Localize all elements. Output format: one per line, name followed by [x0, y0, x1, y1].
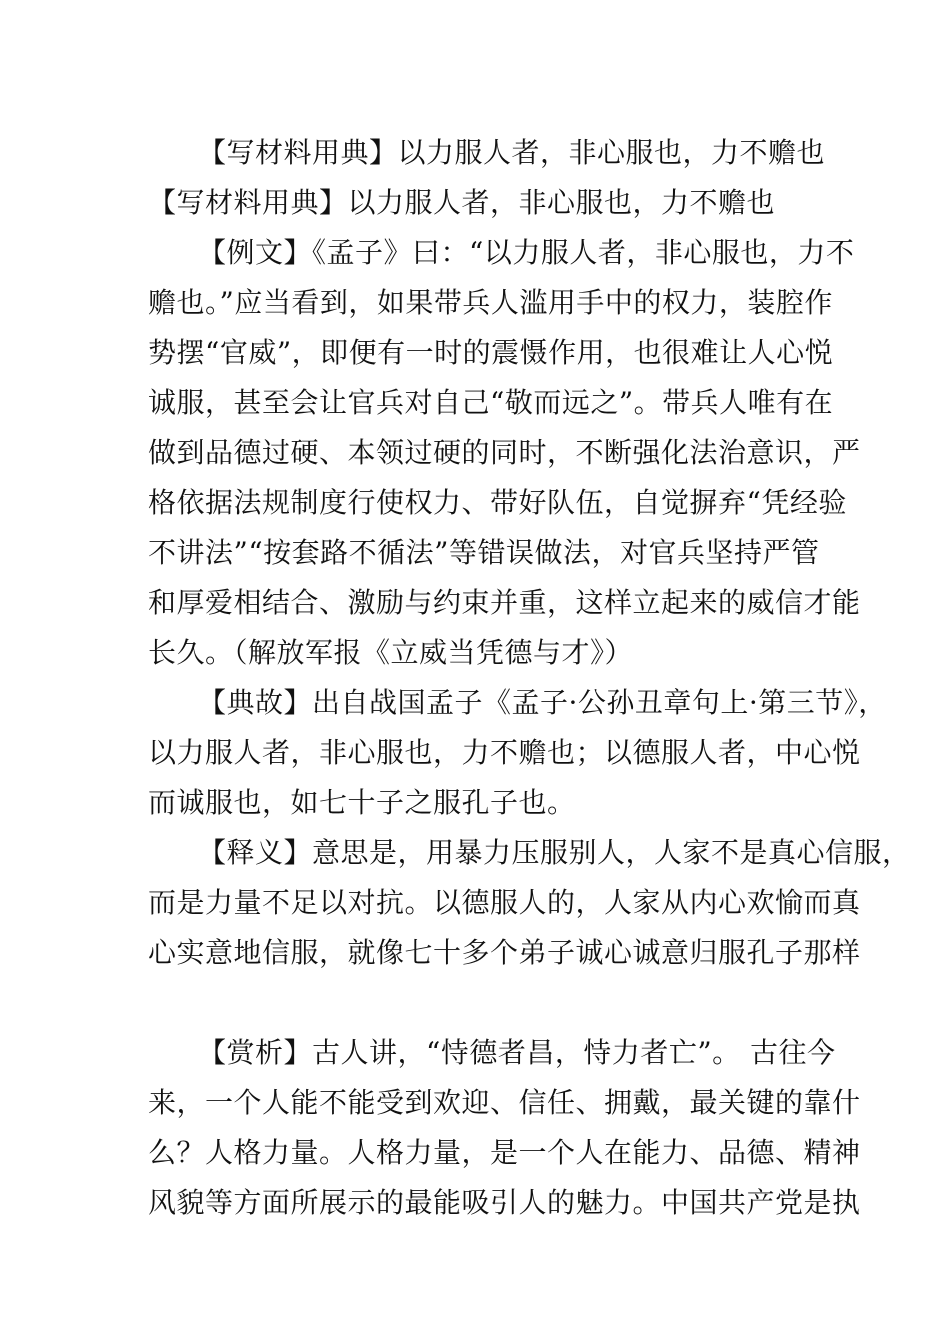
example-line-3: 势摆“官威”，即便有一时的震慑作用，也很难让人心悦	[148, 336, 834, 369]
appreciation-line-4: 风貌等方面所展示的最能吸引人的魅力。中国共产党是执	[148, 1186, 861, 1219]
meaning-line-1: 【释义】意思是，用暴力压服别人，人家不是真心信服，	[198, 836, 911, 869]
appreciation-line-2: 来，一个人能不能受到欢迎、信任、拥戴，最关键的靠什	[148, 1086, 861, 1119]
example-line-6: 格依据法规制度行使权力、带好队伍，自觉摒弃“凭经验	[148, 486, 847, 519]
allusion-line-3: 而诚服也，如七十子之服孔子也。	[148, 786, 576, 819]
appreciation-line-1: 【赏析】古人讲，“恃德者昌，恃力者亡”。 古往今	[198, 1036, 836, 1069]
example-line-4: 诚服，甚至会让官兵对自己“敬而远之”。带兵人唯有在	[148, 386, 834, 419]
heading-repeat-line: 【写材料用典】以力服人者，非心服也，力不赡也	[148, 186, 776, 219]
allusion-line-2: 以力服人者，非心服也，力不赡也；以德服人者，中心悦	[148, 736, 861, 769]
example-line-1: 【例文】《孟子》曰：“以力服人者，非心服也，力不	[198, 236, 855, 269]
example-line-7: 不讲法”“按套路不循法”等错误做法，对官兵坚持严管	[148, 536, 820, 569]
example-line-5: 做到品德过硬、本领过硬的同时，不断强化法治意识，严	[148, 436, 861, 469]
example-line-9: 长久。（解放军报《立威当凭德与才》）	[148, 636, 634, 669]
example-line-2: 赡也。”应当看到，如果带兵人滥用手中的权力，装腔作	[148, 286, 833, 319]
meaning-line-2: 而是力量不足以对抗。以德服人的，人家从内心欢愉而真	[148, 886, 861, 919]
heading-line: 【写材料用典】以力服人者，非心服也，力不赡也	[198, 136, 826, 169]
appreciation-line-3: 么？人格力量。人格力量，是一个人在能力、品德、精神	[148, 1136, 861, 1169]
example-line-8: 和厚爱相结合、激励与约束并重，这样立起来的威信才能	[148, 586, 861, 619]
meaning-line-3: 心实意地信服，就像七十多个弟子诚心诚意归服孔子那样	[148, 936, 861, 969]
allusion-line-1: 【典故】出自战国孟子《孟子·公孙丑章句上·第三节》，	[198, 686, 887, 719]
